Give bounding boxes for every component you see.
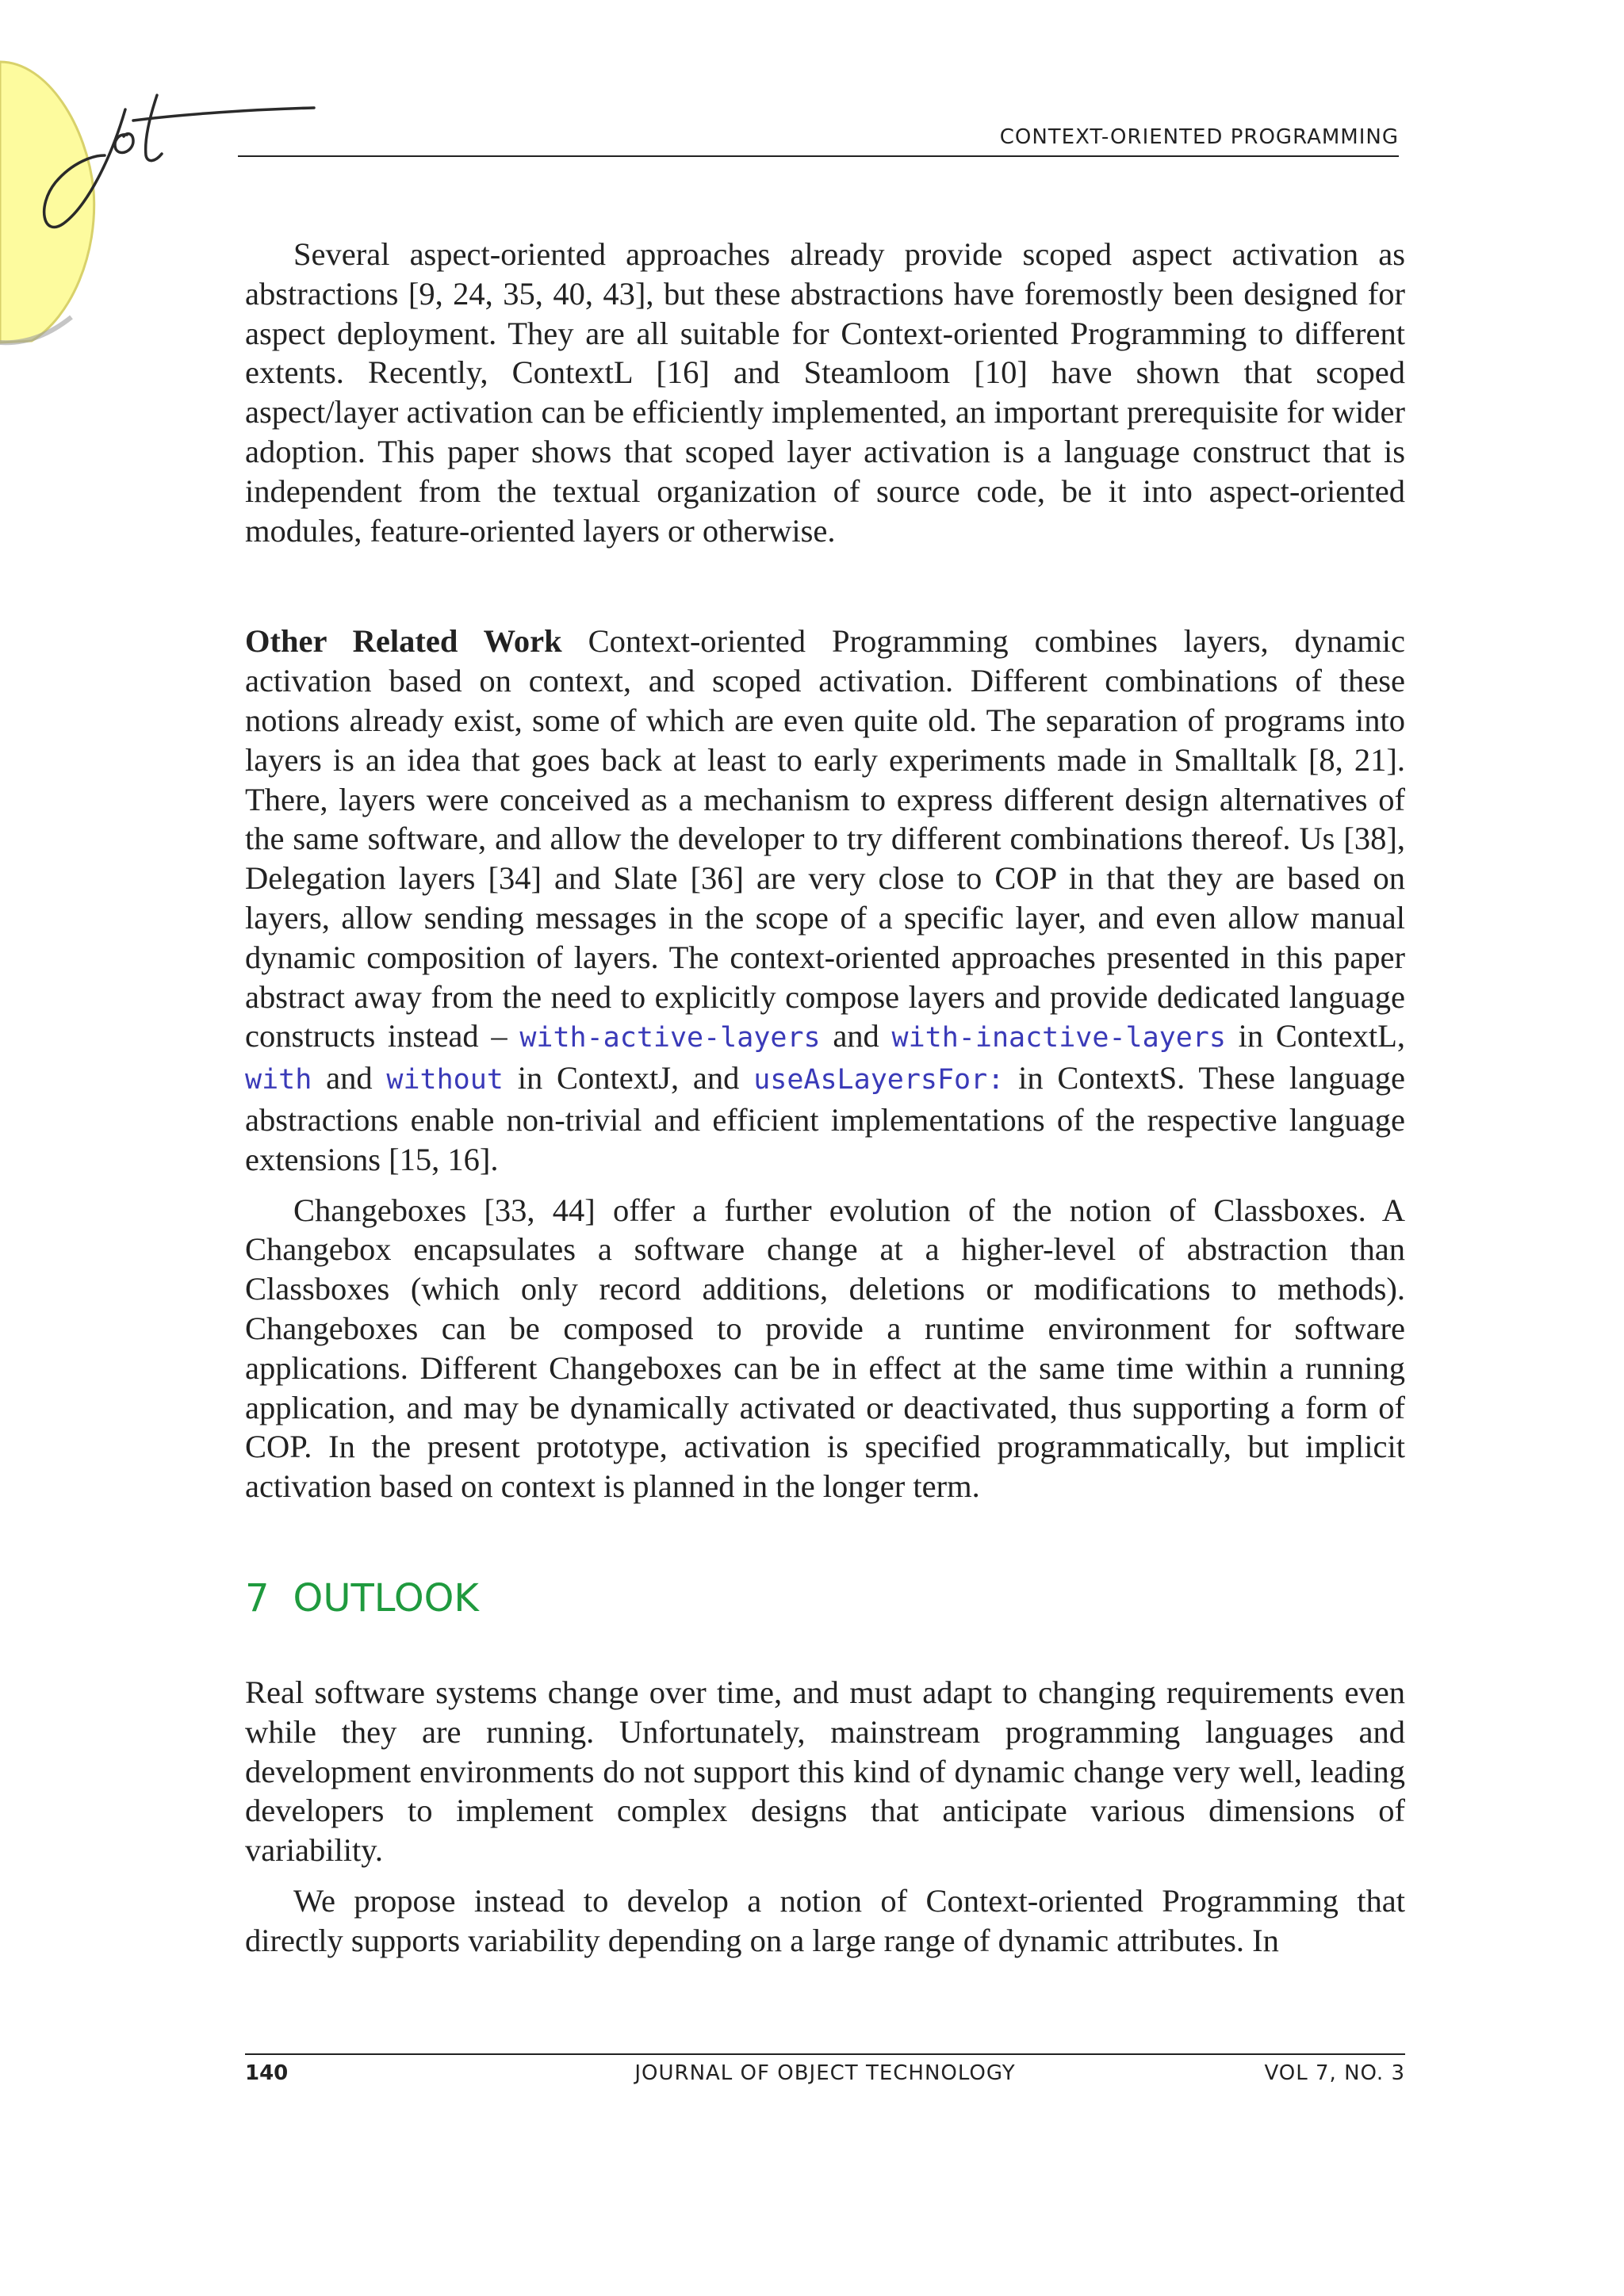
section-title: OUTLOOK: [293, 1575, 479, 1621]
journal-name: JOURNAL OF OBJECT TECHNOLOGY: [634, 2061, 1016, 2085]
text-run: in ContextL,: [1225, 1018, 1405, 1054]
page-footer: [245, 2061, 1405, 2090]
code-with-inactive-layers: with-inactive-layers: [891, 1022, 1226, 1054]
text-run: and: [820, 1018, 892, 1054]
header-rule: [238, 155, 1399, 157]
code-with-active-layers: with-active-layers: [519, 1022, 821, 1054]
paragraph-outlook: Real software systems change over time, and must adapt to changing requirements even while they are running. Unfortunately, mainstream programming languages and development environments do not support this kind of dynamic change very well, leading developers to implement complex designs that anticipate various dimensions of variability.: [245, 1674, 1405, 1869]
footer-rule: [245, 2053, 1405, 2055]
run-in-heading: Other Related Work: [245, 623, 562, 660]
code-with: with: [245, 1064, 312, 1096]
article-body: [245, 235, 1405, 1960]
section-heading: [245, 1576, 1405, 1621]
volume-info: VOL 7, NO. 3: [1264, 2061, 1405, 2085]
text-run: and: [312, 1060, 387, 1096]
text-run: in ContextS. These language abstractions enable non-trivial and efficient implementations of the respective language extensions [15, 16].: [245, 1060, 1405, 1177]
paragraph-changeboxes: Changeboxes [33, 44] offer a further evolution of the notion of Classboxes. A Changebox encapsulates a software change at a higher-level of abstraction than Classboxes (which only record additions, deletions or modifications to methods). Changeboxes can be composed to provide a runtime environment for software applications. Different Changeboxes can be in effect at the same time within a running application, and may be dynamically activated or deactivated, thus supporting a form of COP. In the present prototype, activation is specified programmatically, but implicit activation based on context is planned in the longer term.: [245, 1192, 1405, 1505]
code-without: without: [386, 1064, 504, 1096]
section-number: 7: [245, 1575, 270, 1621]
code-use-as-layers-for: useAsLayersFor:: [753, 1064, 1005, 1096]
paragraph-aspect-activation: Several aspect-oriented approaches already provide scoped aspect activation as abstractions [9, 24, 35, 40, 43], but these abstractions have foremostly been designed for aspect deployment. They are all suitable for Context-oriented Programming to different extents. Recently, ContextL [16] and Steamloom [10] have shown that scoped aspect/layer activation can be efficiently implemented, an important prerequisite for wider adoption. This paper shows that scoped layer activation is a language construct that is independent from the textual organization of source code, be it into aspect-oriented modules, feature-oriented layers or otherwise.: [245, 236, 1405, 549]
heading-space: [562, 623, 588, 659]
page-number: 140: [245, 2061, 289, 2085]
paragraph-proposal: We propose instead to develop a notion of Context-oriented Programming that directly supports variability depending on a large range of dynamic attributes. In: [245, 1882, 1405, 1958]
running-title: CONTEXT-ORIENTED PROGRAMMING: [999, 125, 1399, 149]
text-run: Context-oriented Programming combines layers, dynamic activation based on context, and scoped activation. Different combinations of these notions already exist, some of which are even quite old. The separation of programs into layers is an idea that goes back at least to early experiments made in Smalltalk [8, 21]. There, layers were conceived as a mechanism to express different design alternatives of the same software, and allow the developer to try different combinations thereof. Us [38], Delegation layers [34] and Slate [36] are very close to COP in that they are based on layers, allow sending messages in the scope of a specific layer, and even allow manual dynamic composition of layers. The context-oriented approaches presented in this paper abstract away from the need to explicitly compose layers and provide dedicated language constructs instead –: [245, 623, 1406, 1054]
paragraph-related-work: [245, 622, 1405, 1179]
text-run: in ContextJ, and: [503, 1060, 754, 1096]
